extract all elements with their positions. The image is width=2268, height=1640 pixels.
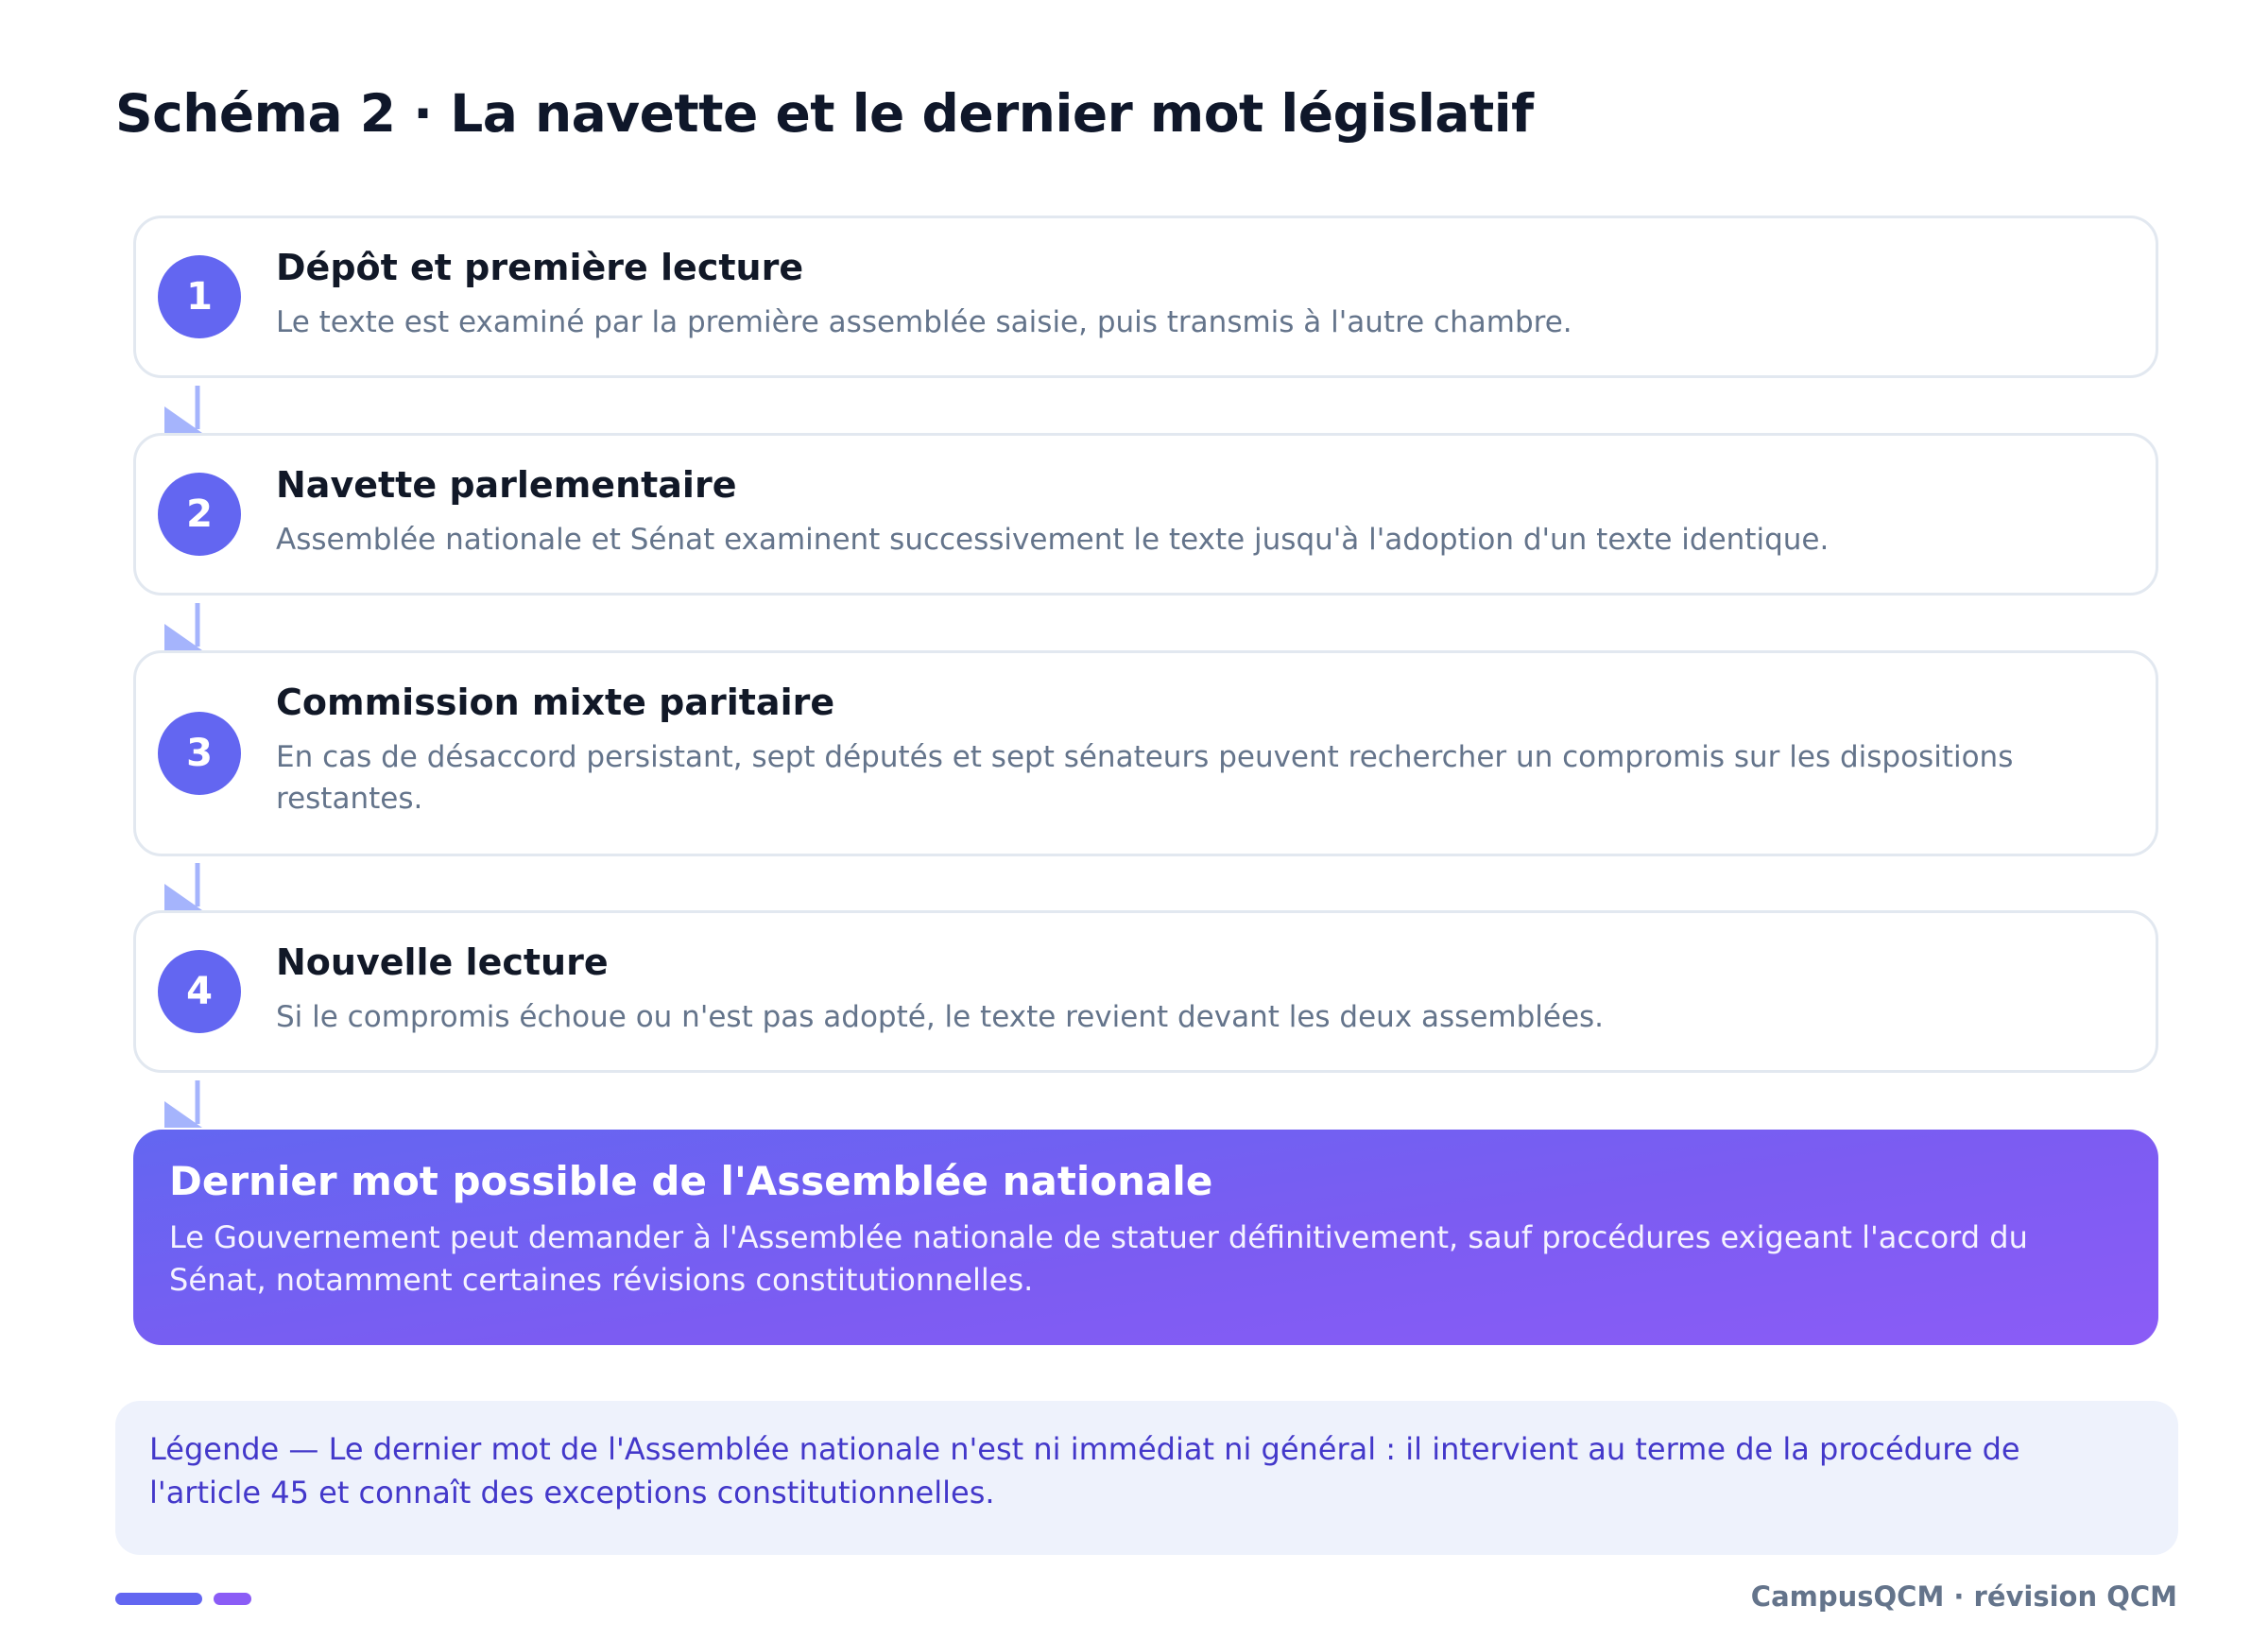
step-card-3: [133, 650, 2158, 856]
step-description: Assemblée nationale et Sénat examinent successivement le texte jusqu'à l'adoption d'un texte identique.: [276, 523, 1830, 557]
down-arrow-icon: [164, 386, 210, 439]
final-outcome-description: Le Gouvernement peut demander à l'Assemblée nationale de statuer définitivement, sauf procédures exigeant l'accord du Sénat, notamment certaines révisions constitutionnelles.: [169, 1219, 2028, 1298]
step-card-4: [133, 910, 2158, 1073]
step-number-badge: 4: [158, 950, 241, 1033]
step-title: Commission mixte paritaire: [276, 682, 835, 723]
step-number-badge: 1: [158, 255, 241, 338]
step-card-1: [133, 216, 2158, 378]
step-description: Si le compromis échoue ou n'est pas adopté, le texte revient devant les deux assemblées.: [276, 1000, 1605, 1034]
step-title: Dépôt et première lecture: [276, 247, 804, 288]
page-title: Schéma 2 · La navette et le dernier mot législatif: [115, 83, 1534, 144]
step-description: En cas de désaccord persistant, sept députés et sept sénateurs peuvent rechercher un compromis sur les dispositions restantes.: [276, 740, 2014, 816]
final-outcome-card: [133, 1130, 2158, 1345]
final-outcome-title: Dernier mot possible de l'Assemblée nationale: [169, 1158, 1213, 1204]
step-description: Le texte est examiné par la première assemblée saisie, puis transmis à l'autre chambre.: [276, 305, 1572, 339]
decorative-pill: [115, 1593, 202, 1605]
step-title: Navette parlementaire: [276, 464, 737, 506]
legend-box: [115, 1401, 2178, 1555]
decorative-pill: [214, 1593, 251, 1605]
step-title: Nouvelle lecture: [276, 941, 609, 983]
down-arrow-icon: [164, 863, 210, 916]
legend-text: Légende — Le dernier mot de l'Assemblée nationale n'est ni immédiat ni général : il intervient au terme de la procédure de l'article 45 et connaît des exceptions constitutionnelles.: [149, 1431, 2020, 1511]
step-number-badge: 2: [158, 473, 241, 556]
step-number-badge: 3: [158, 712, 241, 795]
step-card-2: [133, 433, 2158, 596]
footer-brand: CampusQCM · révision QCM: [1750, 1580, 2177, 1613]
down-arrow-icon: [164, 603, 210, 656]
down-arrow-icon: [164, 1080, 210, 1133]
